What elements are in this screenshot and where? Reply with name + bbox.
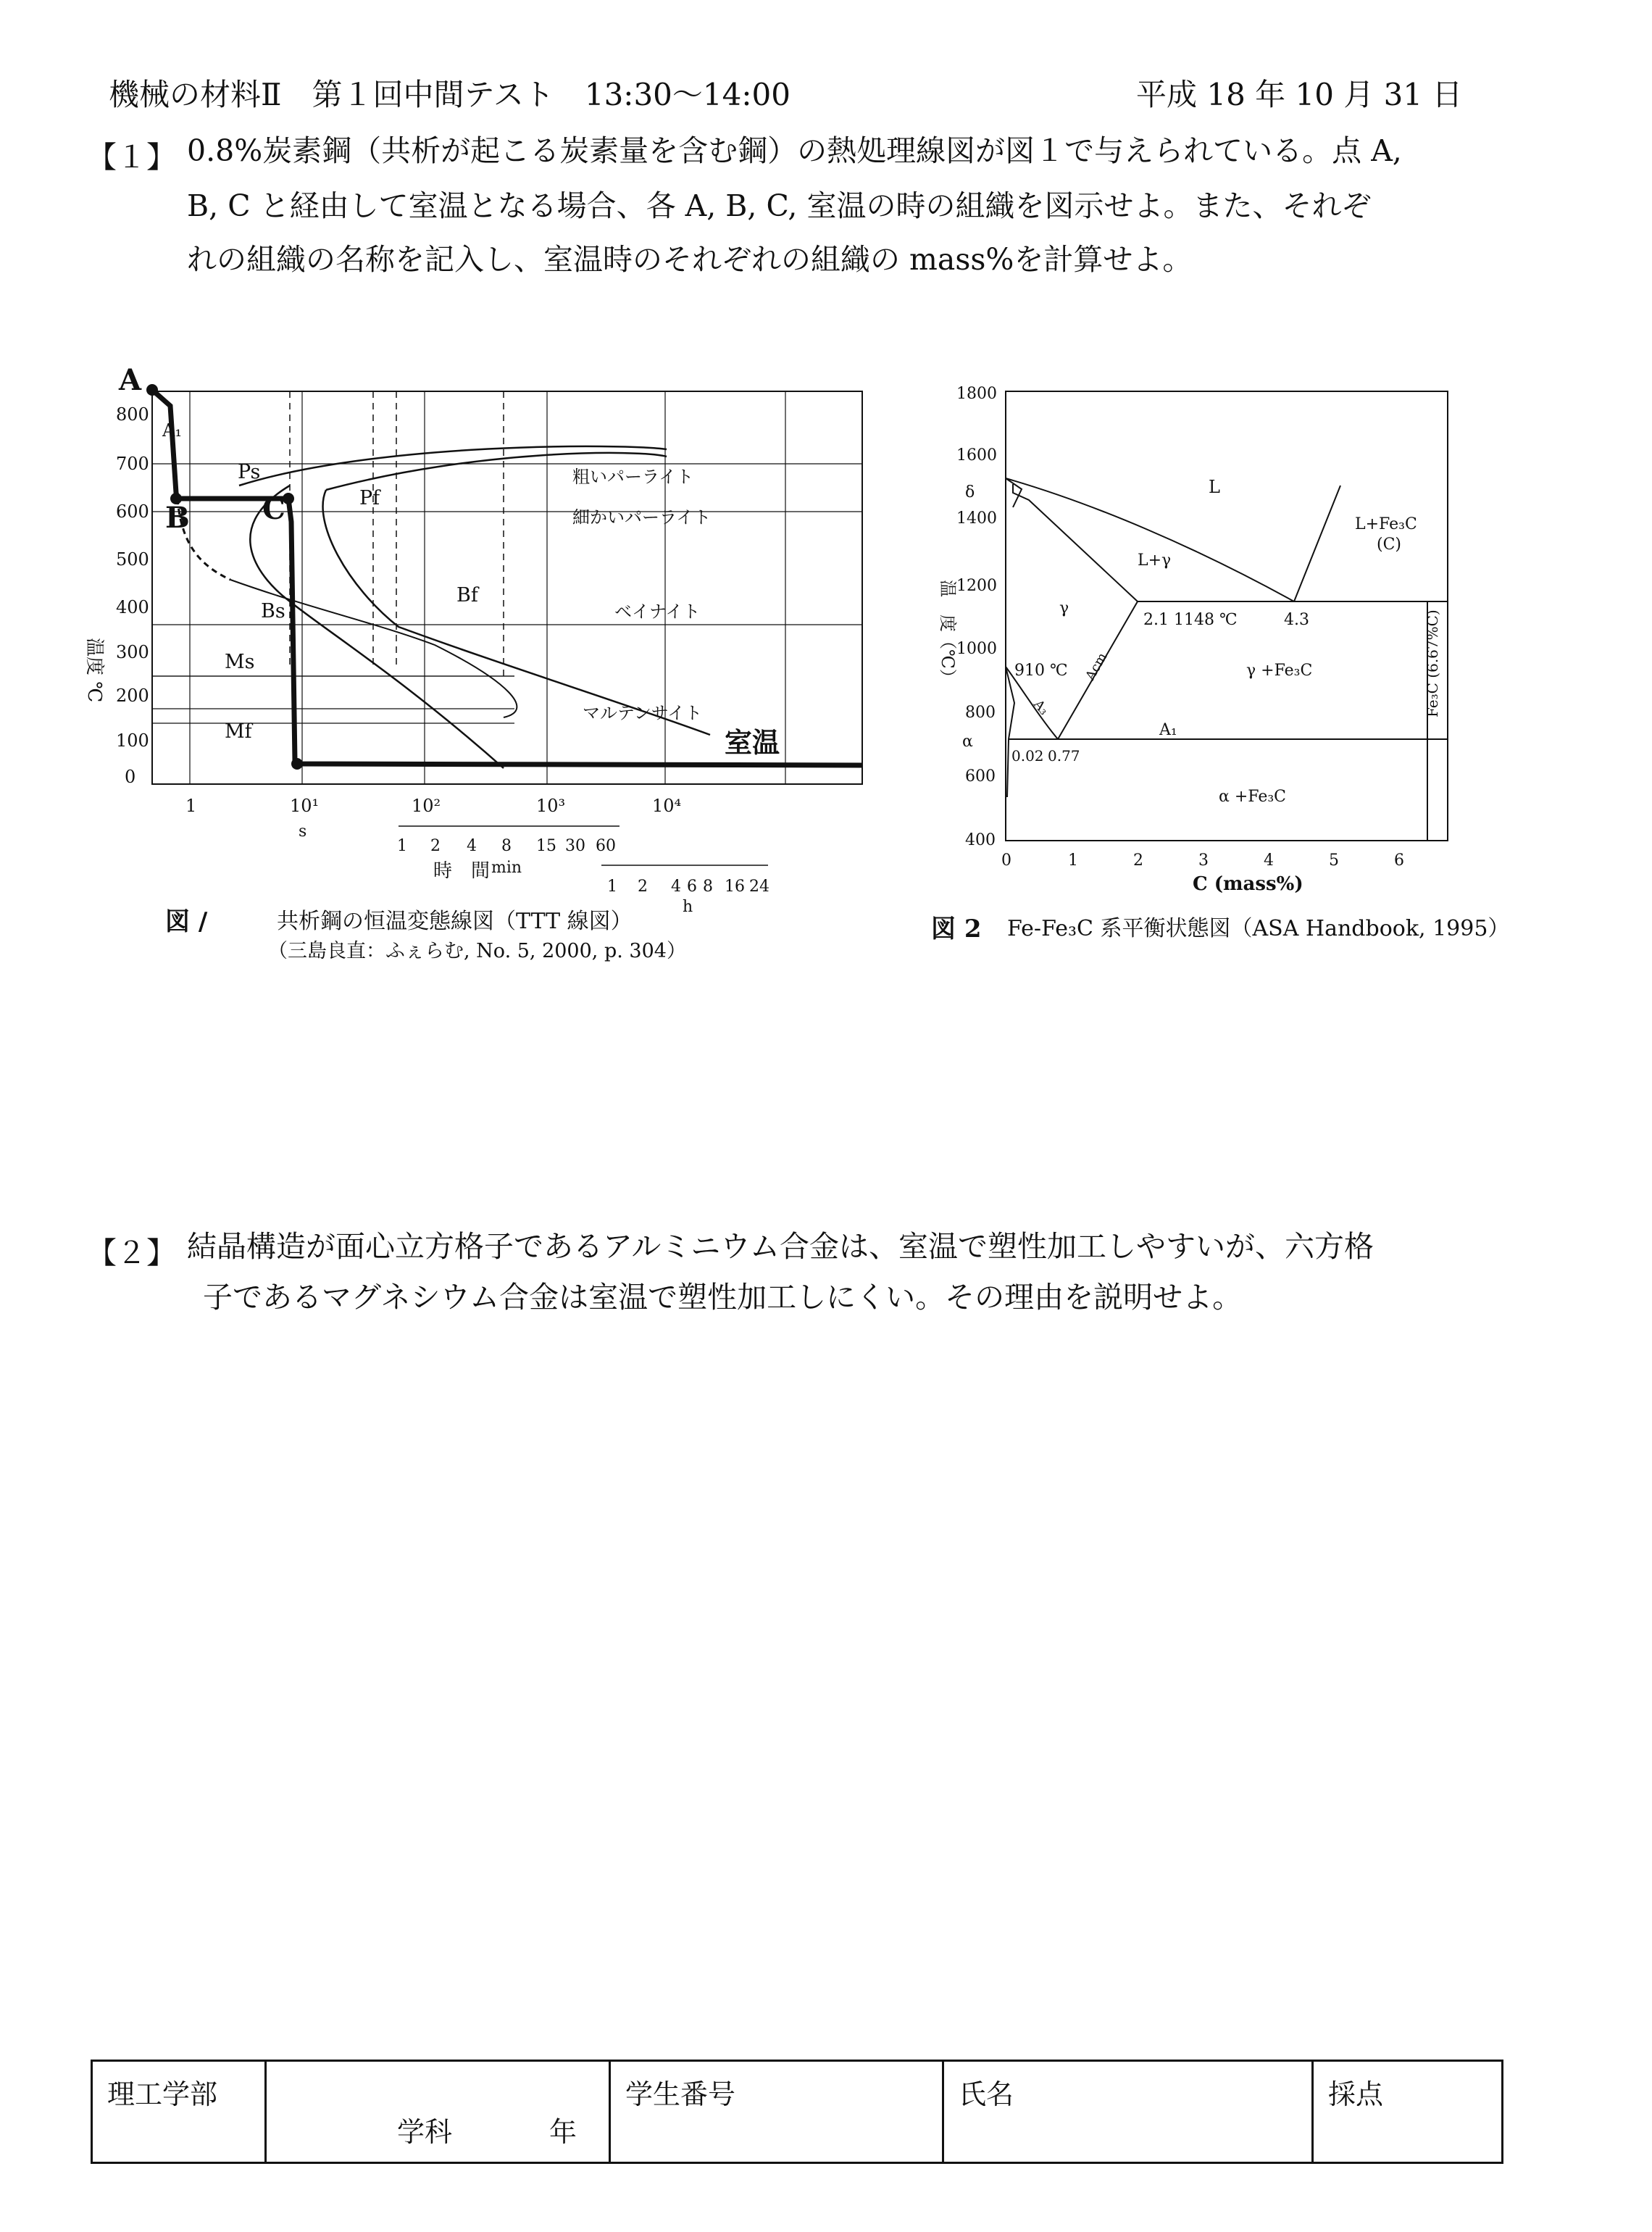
x-tick-min: 60 xyxy=(596,837,616,855)
name-cell[interactable] xyxy=(944,2062,1314,2162)
x-tick-h: 1 xyxy=(607,878,617,896)
x-unit-min: min xyxy=(491,859,522,877)
x-tick-h: 2 xyxy=(638,878,648,896)
question-1-line-1: 0.8%炭素鋼（共析が起こる炭素量を含む鋼）の熱処理線図が図１で与えられている。点 A, xyxy=(187,133,1402,168)
x-tick: 5 xyxy=(1329,851,1339,870)
y-tick: 100 xyxy=(116,730,149,751)
label-delta: δ xyxy=(965,483,975,501)
fig2-caption-label: 図 2 xyxy=(931,915,982,944)
label-alpha: α xyxy=(962,733,973,751)
x-tick-h: 4 xyxy=(671,878,681,896)
x-tick: 6 xyxy=(1394,851,1404,870)
y-tick: 1200 xyxy=(956,577,997,595)
y-tick: 0 xyxy=(125,767,136,787)
x-tick: 2 xyxy=(1133,851,1143,870)
x-tick-h: 24 xyxy=(749,878,769,896)
x-tick-min: 8 xyxy=(501,837,512,855)
x-tick-min: 2 xyxy=(430,837,441,855)
label-coarse-pearlite: 粗いパーライト xyxy=(572,467,694,487)
label-eutectic-c: 4.3 xyxy=(1284,611,1309,629)
fig2-caption: Fe-Fe₃C 系平衡状態図（ASA Handbook, 1995） xyxy=(1007,916,1510,941)
x-tick-s: 10² xyxy=(412,796,441,816)
label-L: L xyxy=(1209,477,1220,497)
label-L-Fe3C: L+Fe₃C xyxy=(1355,515,1417,533)
region-Ms: Ms xyxy=(225,651,255,673)
score-cell xyxy=(1314,2062,1501,2162)
x-unit-s: s xyxy=(299,823,307,841)
label-eutectic: 2.1 1148 ℃ xyxy=(1143,611,1238,629)
label-Acm: Acm xyxy=(1082,650,1111,683)
label-bainite: ベイナイト xyxy=(614,601,701,622)
label-alpha-Fe3C: α +Fe₃C xyxy=(1219,788,1287,806)
dept-label: 学科 xyxy=(397,2116,453,2148)
label-A1: A₁ xyxy=(1159,721,1177,739)
fig1-caption-label: 図 / xyxy=(165,907,208,936)
y-tick: 400 xyxy=(965,831,996,849)
y-tick: 1600 xyxy=(956,446,997,465)
faculty-cell xyxy=(93,2062,267,2162)
y-tick: 700 xyxy=(116,454,149,474)
fig1-caption: 共析鋼の恒温変態線図（TTT 線図） xyxy=(277,909,633,934)
exam-date: 平成 18 年 10 月 31 日 xyxy=(1136,77,1463,112)
x-tick-min: 4 xyxy=(467,837,477,855)
label-fine-pearlite: 細かいパーライト xyxy=(572,507,712,528)
y-tick: 600 xyxy=(965,767,996,786)
label-910: 910 ℃ xyxy=(1014,662,1068,680)
region-Ps: Ps xyxy=(238,461,261,483)
label-L-gamma: L+γ xyxy=(1138,551,1172,570)
y-tick: 400 xyxy=(116,597,149,617)
point-A-label: A xyxy=(119,363,142,397)
x-tick: 4 xyxy=(1264,851,1274,870)
x-tick-min: 15 xyxy=(536,837,556,855)
x-tick-min: 30 xyxy=(565,837,585,855)
point-C-label: C xyxy=(262,492,285,526)
label-gamma-Fe3C: γ +Fe₃C xyxy=(1246,662,1313,680)
x-axis-label: C (mass%) xyxy=(1193,873,1303,895)
label-0-77: 0.77 xyxy=(1048,747,1080,765)
x-tick: 3 xyxy=(1198,851,1209,870)
x-tick-h: 6 xyxy=(687,878,697,896)
student-info-table xyxy=(91,2060,1503,2164)
year-label: 年 xyxy=(549,2116,577,2148)
y-tick: 200 xyxy=(116,686,149,706)
fig1-caption-source: （三島良直：ふぇらむ, No. 5, 2000, p. 304） xyxy=(268,940,686,962)
x-tick-h: 8 xyxy=(703,878,713,896)
x-tick-h: 16 xyxy=(725,878,745,896)
x-tick-s: 1 xyxy=(185,796,197,816)
question-2-line-1: 結晶構造が面心立方格子であるアルミニウム合金は、室温で塑性加工しやすいが、六方格 xyxy=(187,1229,1374,1264)
score-label: 採点 xyxy=(1328,2078,1384,2110)
region-Pf: Pf xyxy=(359,487,380,509)
label-C-phase: (C) xyxy=(1377,536,1401,554)
label-Fe3C-line: Fe₃C (6.67%C) xyxy=(1424,609,1441,717)
name-label: 氏名 xyxy=(959,2078,1014,2110)
region-Mf: Mf xyxy=(225,720,252,743)
x-axis-label: 時 間 xyxy=(433,860,491,882)
label-0-02: 0.02 xyxy=(1011,747,1044,765)
y-tick: 800 xyxy=(965,704,996,722)
question-1-line-3: れの組織の名称を記入し、室温時のそれぞれの組織の mass%を計算せよ。 xyxy=(187,242,1193,277)
faculty-label: 理工学部 xyxy=(107,2078,218,2110)
label-A3: A₃ xyxy=(1030,696,1052,718)
region-Bf: Bf xyxy=(456,584,478,607)
question-2-line-2: 子であるマグネシウム合金は室温で塑性加工しにくい。その理由を説明せよ。 xyxy=(203,1280,1243,1315)
student-number-cell[interactable] xyxy=(611,2062,944,2162)
y-tick: 500 xyxy=(116,549,149,570)
point-B-label: B xyxy=(165,501,190,535)
dept-year-cell[interactable] xyxy=(267,2062,611,2162)
room-temp-label: 室温 xyxy=(725,726,780,759)
y-tick: 1400 xyxy=(956,509,997,528)
question-1-number: 【１】 xyxy=(87,140,176,175)
question-1-line-2: B, C と経由して室温となる場合、各 A, B, C, 室温の時の組織を図示せよ。また、それぞ xyxy=(187,188,1372,223)
y-tick: 1800 xyxy=(956,385,997,403)
x-tick-min: 1 xyxy=(397,837,407,855)
label-martensite: マルテンサイト xyxy=(583,703,703,723)
exam-title: 機械の材料Ⅱ 第１回中間テスト 13:30〜14:00 xyxy=(109,77,790,112)
y-tick: 300 xyxy=(116,642,149,662)
y-tick: 800 xyxy=(116,404,149,425)
y-axis-label: 温 度（℃） xyxy=(938,580,958,686)
question-2-number: 【２】 xyxy=(87,1236,176,1270)
x-tick: 0 xyxy=(1001,851,1011,870)
region-Bs: Bs xyxy=(261,600,285,622)
y-tick: 600 xyxy=(116,501,149,522)
y-axis-label: 温度 ℃ xyxy=(83,638,105,703)
x-unit-h: h xyxy=(683,898,693,916)
x-tick-s: 10⁴ xyxy=(652,796,682,816)
label-gamma: γ xyxy=(1059,599,1069,617)
x-tick-s: 10¹ xyxy=(290,796,320,816)
x-tick-s: 10³ xyxy=(536,796,566,816)
y-tick: 1000 xyxy=(956,640,997,658)
x-tick: 1 xyxy=(1068,851,1078,870)
student-number-label: 学生番号 xyxy=(625,2078,736,2110)
fe-fe3c-phase-diagram xyxy=(906,362,1485,899)
region-A1: A₁ xyxy=(162,420,182,441)
